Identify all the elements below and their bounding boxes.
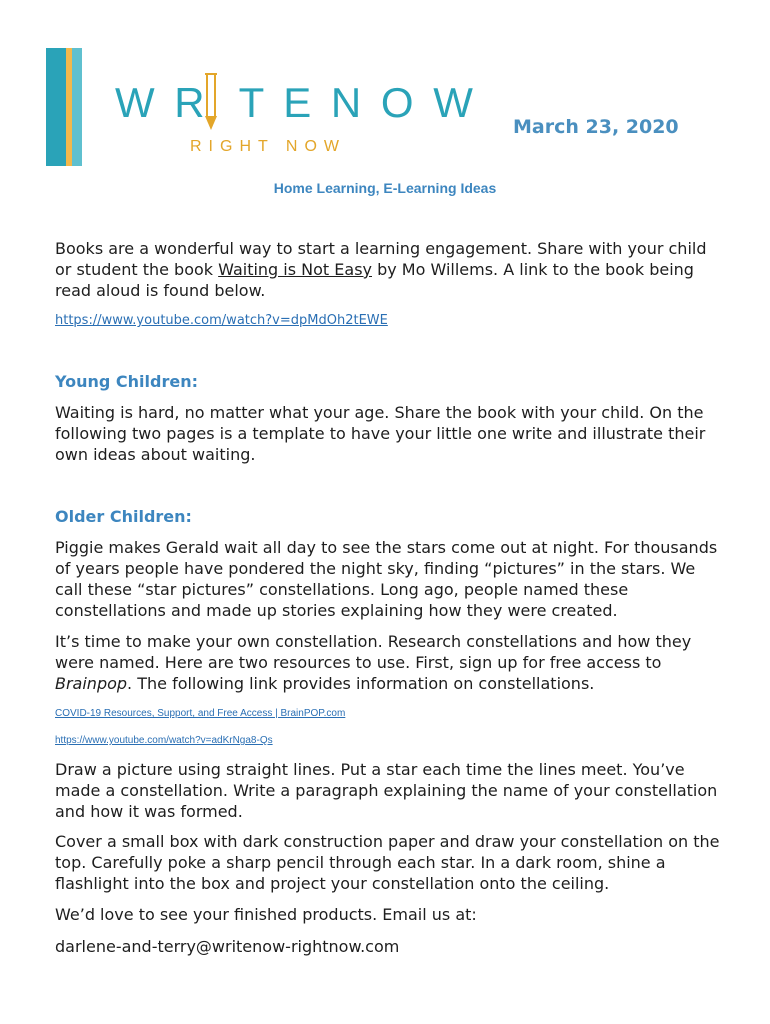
logo-wordmark [115,79,477,126]
youtube-link-2[interactable]: https://www.youtube.com/watch?v=adKrNga8-Qs [55,735,273,746]
older-paragraph-1: Piggie makes Gerald wait all day to see the stars come out at night. For thousands of years people have pondered the night sky, finding “pictures” in the stars. We call these “star pictures” constellations. Long ago, people named these constellations and made up stories explaining how they were created. [55,538,718,620]
logo-text-right: T E N O W [238,79,477,126]
brainpop-link[interactable]: COVID-19 Resources, Support, and Free Access | BrainPOP.com [55,708,346,719]
pencil-icon [203,72,219,134]
logo-stripe-teal [72,48,82,166]
page-heading: Home Learning, E-Learning Ideas [273,180,497,196]
young-children-text: Waiting is hard, no matter what your age. Share the book with your child. On the following two pages is a template to have your little one write and illustrate their own ideas about waiting. [55,403,706,464]
older-paragraph-3: Draw a picture using straight lines. Put a star each time the lines meet. You’ve made a constellation. Write a paragraph explaining the name of your constellation and how it was formed. [55,760,718,821]
intro-text: Books are a wonderful way to start a learning engagement. Share with your child or student the book [55,239,707,279]
older-p2-text-end: . The following link provides information on constellations. [127,674,595,693]
older-p2-text: It’s time to make your own constellation. Research constellations and how they were named. Here are two resources to use. First, sign up for free access to [55,632,692,672]
intro-text-end: by Mo Willems. A link to the book being read aloud is found below. [55,260,694,300]
older-children-title: Older Children: [55,507,192,526]
book-title: Waiting is Not Easy [218,260,372,279]
date: March 23, 2020 [513,116,679,138]
young-children-title: Young Children: [55,372,198,391]
youtube-link-1[interactable]: https://www.youtube.com/watch?v=dpMdOh2tEWE [55,313,388,328]
logo-text-left: W R [115,79,209,126]
older-paragraph-2 [55,631,720,694]
logo-tagline: RIGHT NOW [190,138,347,155]
intro-paragraph [55,238,720,301]
brainpop-name: Brainpop [55,674,128,693]
older-paragraph-5: We’d love to see your finished products. Email us at: [55,905,477,924]
older-paragraph-4: Cover a small box with dark construction paper and draw your constellation on the top. Carefully poke a sharp pencil through each star. In a dark room, shine a flashlight into the box and project your constellation onto the ceiling. [55,832,720,893]
logo-stripe-blue [46,48,66,166]
contact-email[interactable]: darlene-and-terry@writenow-rightnow.com [55,937,400,956]
